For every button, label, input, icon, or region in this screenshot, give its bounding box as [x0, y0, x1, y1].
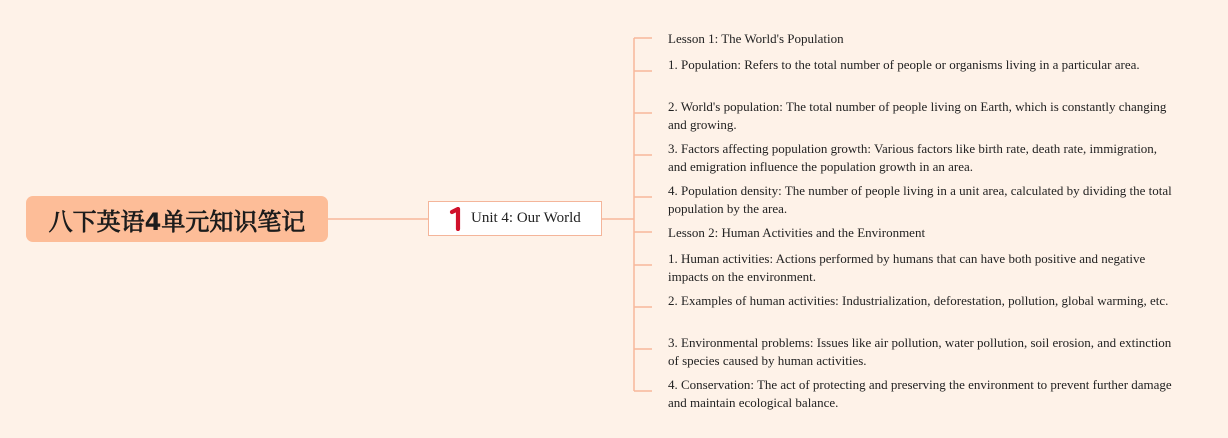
lesson-heading[interactable]: Lesson 2: Human Activities and the Environment — [668, 225, 926, 240]
note-item[interactable]: 2. World's population: The total number of people living on Earth, which is constantly changing and growing. — [668, 99, 1167, 132]
unit-topic-title: Unit 4: Our World — [471, 210, 581, 226]
note-item[interactable]: 1. Human activities: Actions performed by humans that can have both positive and negative impacts on the environment. — [668, 251, 1146, 284]
note-item[interactable]: 3. Environmental problems: Issues like air pollution, water pollution, soil erosion, and extinction of species caused by human activities. — [668, 335, 1172, 368]
note-item[interactable]: 4. Population density: The number of people living in a unit area, calculated by dividing the total population by the area. — [668, 183, 1172, 216]
lesson-heading[interactable]: Lesson 1: The World's Population — [668, 31, 844, 46]
note-item[interactable]: 3. Factors affecting population growth: Various factors like birth rate, death rate, immigration, and emigration influence the population growth in an area. — [668, 141, 1158, 174]
priority-one-icon — [445, 206, 467, 232]
note-item[interactable]: 2. Examples of human activities: Industrialization, deforestation, pollution, global warming, etc. — [668, 293, 1169, 308]
root-topic-title: 八下英语4单元知识笔记 — [48, 207, 306, 236]
note-item[interactable]: 1. Population: Refers to the total number of people or organisms living in a particular area. — [668, 57, 1140, 72]
unit-topic[interactable] — [428, 201, 602, 236]
note-item[interactable]: 4. Conservation: The act of protecting and preserving the environment to prevent further damage and maintain ecological balance. — [668, 377, 1172, 410]
root-topic[interactable] — [26, 196, 328, 242]
